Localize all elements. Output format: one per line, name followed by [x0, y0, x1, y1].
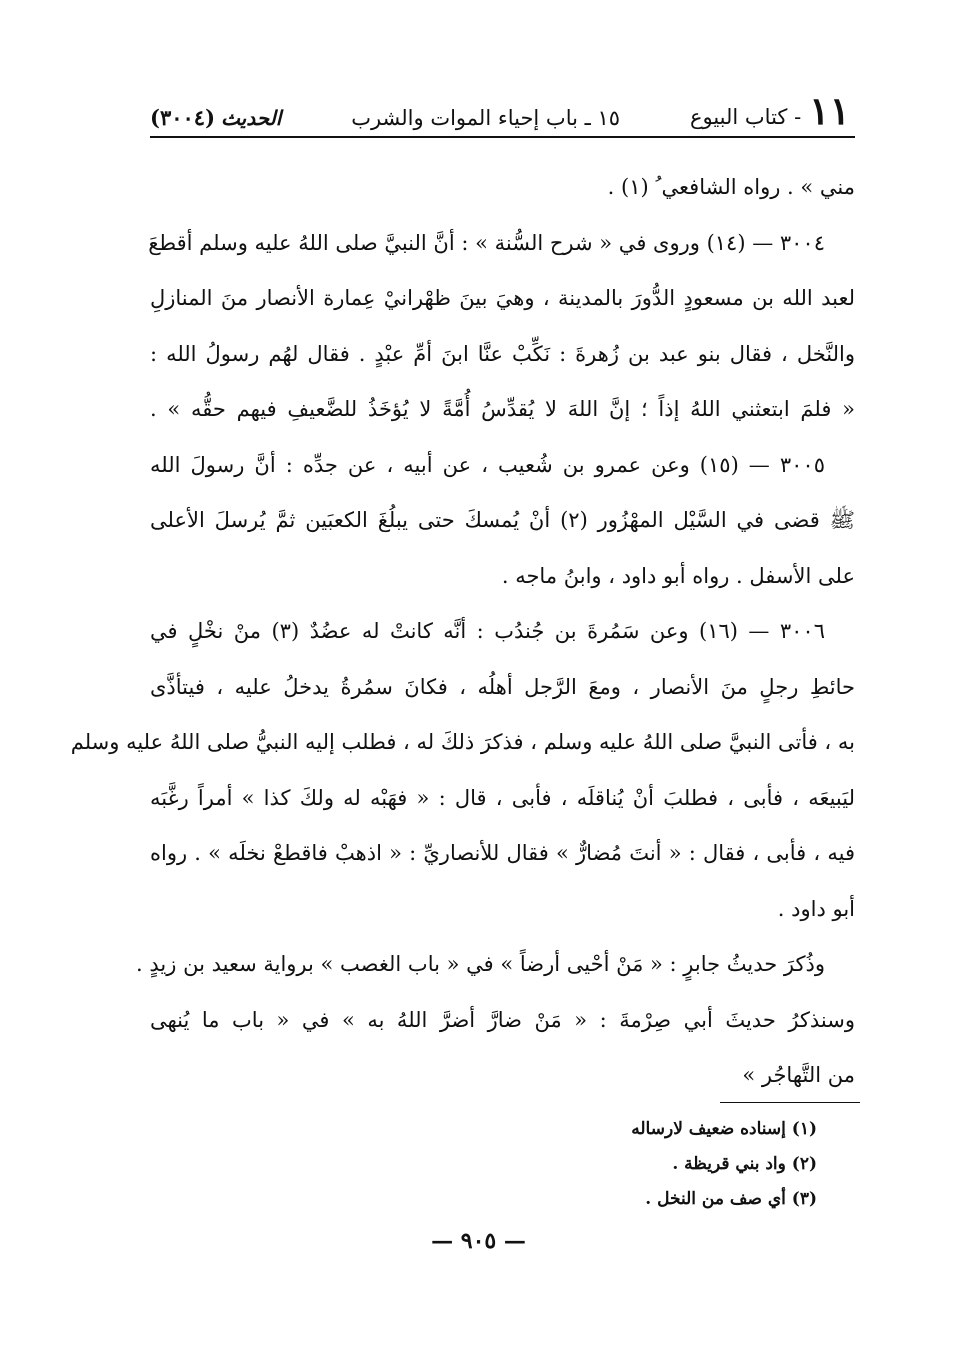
text-line: وسنذكرُ حديثَ أبي صِرْمةَ : « مَنْ ضارَّ أضرَّ اللهُ به » في « باب ما يُنهى [150, 1007, 855, 1032]
chapter-number: ١١ [809, 88, 850, 133]
hadith-3006-line: ٣٠٠٦ — (١٦) وعن سَمُرةَ بن جُندُب : أنَّه كانتْ له عضُدٌ (٣) منْ نخْلٍ في [150, 619, 825, 643]
text-line: على الأسفل . رواه أبو داود ، وابنُ ماجه . [501, 563, 855, 588]
footnote-3: (٣) أي صف من النخل . [645, 1189, 817, 1209]
text-line: فيه ، فأبى ، فقال : « أنتَ مُضارٌّ » فقال للأنصاريِّ : « اذهبْ فاقطعْ نخلَه » . رواه [150, 841, 855, 865]
text-line: والنَّخل ، فقال بنو عبد بن زُهرةَ : نَكِّبْ عنَّا ابنَ أمِّ عبْدٍ . فقال لهُم رسولُ الله : [150, 341, 855, 366]
footnote-2: (٢) واد بني قريظة . [672, 1154, 817, 1174]
footnote-rule [720, 1102, 860, 1103]
text-line: أبو داود . [777, 896, 855, 921]
header-chapter [689, 88, 850, 133]
footnote-1: (١) إسناده ضعيف لارساله [631, 1119, 817, 1139]
book-title: - كتاب البيوع [689, 104, 802, 129]
range-value: (٣٠٠٤) [150, 105, 215, 130]
main-text [70, 160, 855, 1104]
footnotes [517, 1112, 817, 1217]
header-hadith-range [150, 105, 281, 130]
text-line: ﷺ قضى في السَّيْل المهْزُور (٢) أنْ يُمسكَ حتى يبلُغَ الكعبَين ثمَّ يُرسلَ الأعلى [150, 508, 855, 532]
text-line: لعبد الله بن مسعودٍ الدُّورَ بالمدينة ، وهيَ بينَ ظهْرانيْ عِمارة الأنصار منَ المنازلِ [150, 286, 855, 310]
text-line: ليَبيعَه ، فأبى ، فطلبَ أنْ يُناقلَه ، فأبى ، قال : « فهَبْه له ولكَ كذا » أمراً رغَّبَه [150, 785, 855, 810]
text-line: « فلمَ ابتعثني اللهُ إذاً ؛ إنَّ اللهَ لا يُقدِّسُ أُمَّةً لا يُؤخَذُ للضَّعيفِ فيهم حقُّه » . [150, 397, 855, 421]
hadith-3004-line: ٣٠٠٤ — (١٤) وروى في « شرح السُّنة » : أنَّ النبيَّ صلى اللهُ عليه وسلم أقطعَ [148, 230, 825, 255]
text-line: وذُكرَ حديثُ جابرٍ : « مَنْ أحْيى أرضاً » في « باب الغصب » برواية سعيد بن زيدٍ . [136, 952, 825, 976]
text-line: حائطِ رجلٍ منَ الأنصار ، ومعَ الرَّجل أهلُه ، فكانَ سمُرةُ يدخلُ عليه ، فيتأذَّى [150, 674, 855, 699]
text-line: مني » . رواه الشافعي ُ (١) . [607, 175, 855, 199]
section-title: ١٥ ـ باب إحياء الموات والشرب [351, 106, 621, 130]
hadith-3005-line: ٣٠٠٥ — (١٥) وعن عمرو بن شُعيب ، عن أبيه ، عن جدِّه : أنَّ رسولَ الله [150, 452, 825, 477]
range-label: الحديث [221, 106, 282, 130]
header-rule [150, 136, 855, 138]
page-number: — ٩٠٥ — [431, 1228, 526, 1254]
running-header [150, 86, 850, 133]
text-line: به ، فأتى النبيَّ صلى اللهُ عليه وسلم ، فذكرَ ذلكَ له ، فطلب إليه النبيُّ صلى اللهُ عليه وسلم [70, 730, 855, 754]
text-line: من التَّهاجُر » [742, 1063, 855, 1087]
